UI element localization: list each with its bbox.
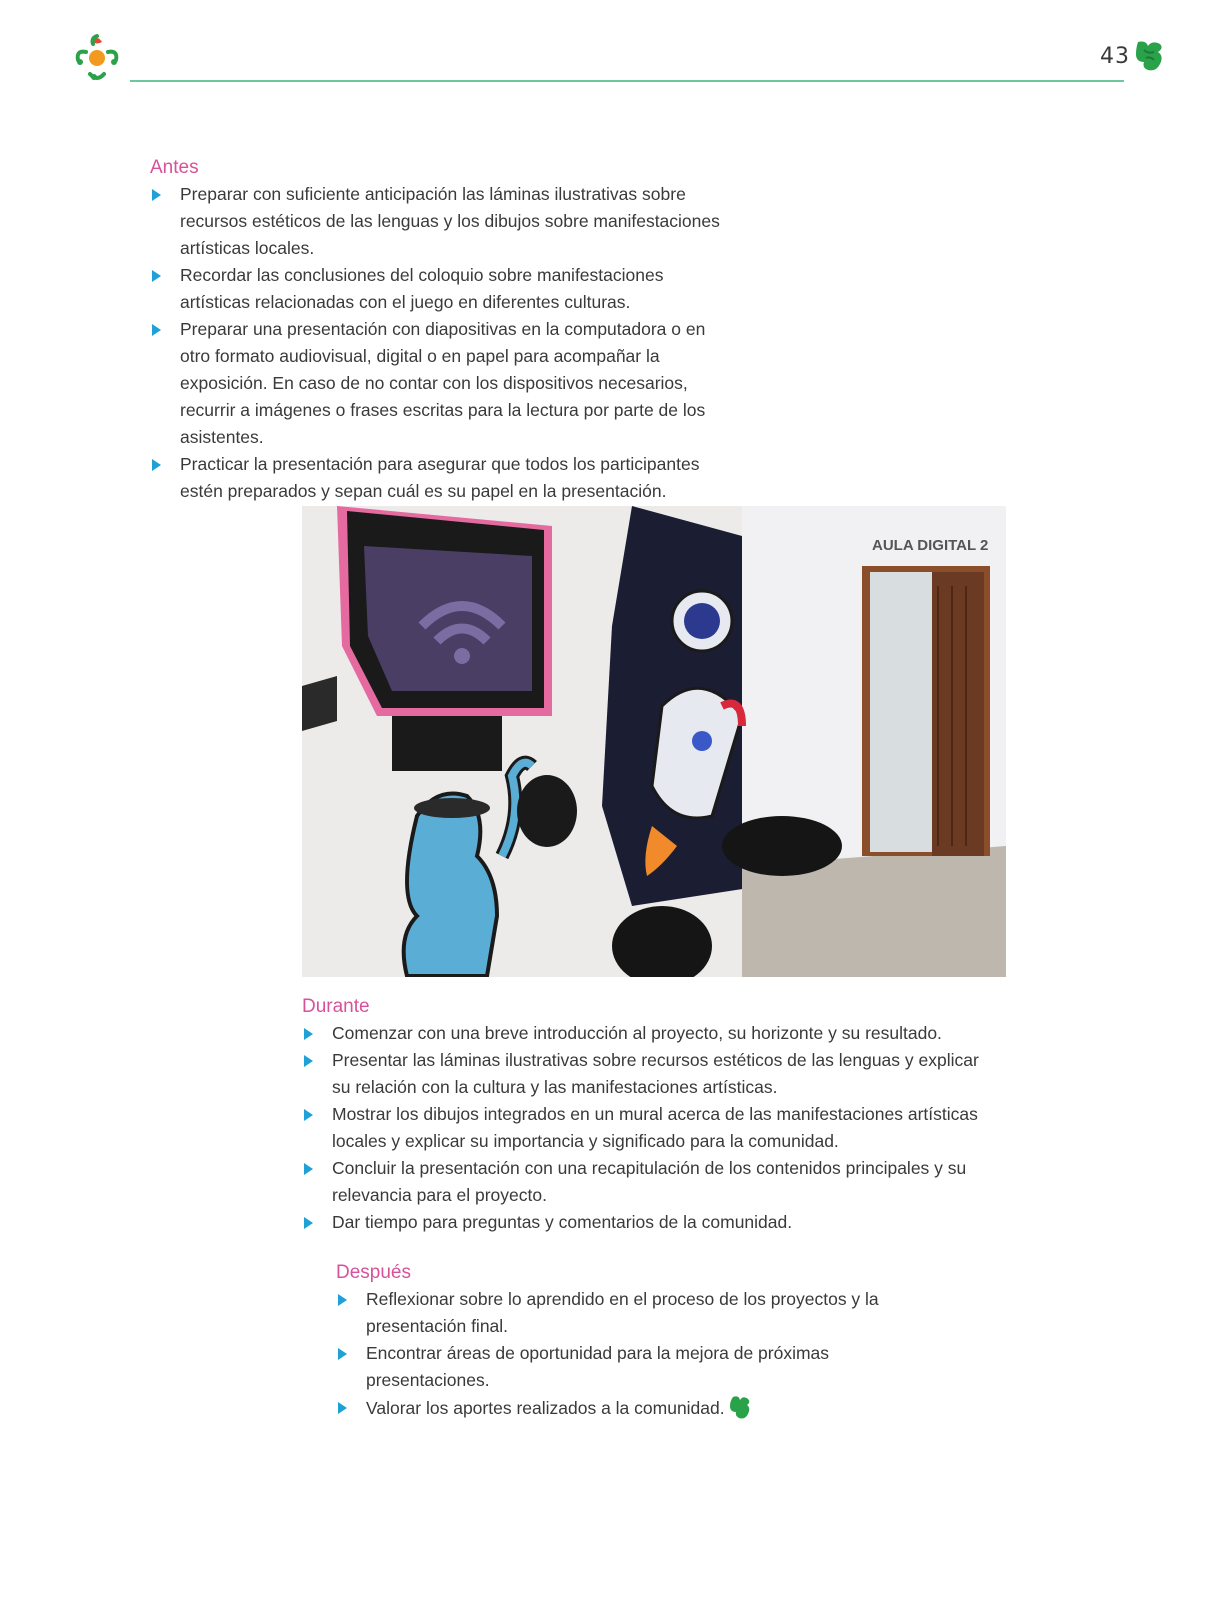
list-item-text: Mostrar los dibujos integrados en un mural acerca de las manifestaciones artísticas locales y explicar su importancia y significado para la comunidad. (332, 1104, 978, 1151)
list-item (150, 316, 730, 451)
list-item-text: Preparar una presentación con diapositivas en la computadora o en otro formato audiovisual, digital o en papel para acompañar la exposición. En caso de no contar con los dispositivos necesarios, recurrir a imágenes o frases escritas para la lectura por parte de los asistentes. (180, 319, 706, 447)
list-item-text: Presentar las láminas ilustrativas sobre recursos estéticos de las lenguas y explicar su relación con la cultura y las manifestaciones artísticas. (332, 1050, 979, 1097)
mural-photo-illustration (302, 506, 1006, 977)
triangle-bullet-icon (152, 459, 161, 471)
triangle-bullet-icon (304, 1217, 313, 1229)
triangle-bullet-icon (152, 324, 161, 336)
list-item (302, 1047, 1002, 1101)
section-title-durante: Durante (302, 996, 370, 1017)
list-item (302, 1101, 1002, 1155)
section-title-antes: Antes (150, 157, 199, 178)
list-item-text: Dar tiempo para preguntas y comentarios de la comunidad. (332, 1212, 793, 1232)
triangle-bullet-icon (304, 1163, 313, 1175)
list-item-text: Recordar las conclusiones del coloquio sobre manifestaciones artísticas relacionadas con el juego en diferentes culturas. (180, 265, 664, 312)
list-item (150, 262, 730, 316)
list-despues (336, 1286, 896, 1422)
triangle-bullet-icon (304, 1055, 313, 1067)
list-item (302, 1209, 1002, 1236)
triangle-bullet-icon (152, 270, 161, 282)
list-item (336, 1286, 896, 1340)
section-title-despues: Después (336, 1262, 411, 1283)
list-item-text: Concluir la presentación con una recapitulación de los contenidos principales y su relevancia para el proyecto. (332, 1158, 967, 1205)
list-antes (150, 181, 730, 505)
triangle-bullet-icon (304, 1028, 313, 1040)
triangle-bullet-icon (152, 189, 161, 201)
community-flower-logo-icon (70, 30, 128, 88)
list-item (336, 1394, 896, 1422)
triangle-bullet-icon (338, 1402, 347, 1414)
sign-text: AULA DIGITAL 2 (872, 537, 989, 554)
list-item (302, 1020, 1002, 1047)
list-item-text: Reflexionar sobre lo aprendido en el proceso de los proyectos y la presentación final. (366, 1289, 879, 1336)
section-antes (150, 157, 730, 505)
section-despues (336, 1262, 896, 1422)
page-number: 43 (1100, 44, 1130, 69)
mural-photo (302, 506, 1006, 977)
list-item (150, 451, 730, 505)
list-item (150, 181, 730, 262)
header-rule (130, 80, 1124, 82)
list-item (336, 1340, 896, 1394)
list-item-text: Comenzar con una breve introducción al proyecto, su horizonte y su resultado. (332, 1023, 942, 1043)
triangle-bullet-icon (338, 1294, 347, 1306)
triangle-bullet-icon (304, 1109, 313, 1121)
list-item-text: Preparar con suficiente anticipación las láminas ilustrativas sobre recursos estéticos de las lenguas y los dibujos sobre manifestaciones artísticas locales. (180, 184, 720, 258)
list-durante (302, 1020, 1002, 1236)
list-item-text: Encontrar áreas de oportunidad para la mejora de próximas presentaciones. (366, 1343, 830, 1390)
green-glyph-icon (729, 1394, 751, 1420)
section-durante (302, 996, 1002, 1236)
green-glyph-icon (1132, 38, 1168, 74)
list-item-text: Practicar la presentación para asegurar que todos los participantes estén preparados y sepan cuál es su papel en la presentación. (180, 454, 700, 501)
list-item-text: Valorar los aportes realizados a la comunidad. (366, 1398, 725, 1418)
triangle-bullet-icon (338, 1348, 347, 1360)
list-item (302, 1155, 1002, 1209)
